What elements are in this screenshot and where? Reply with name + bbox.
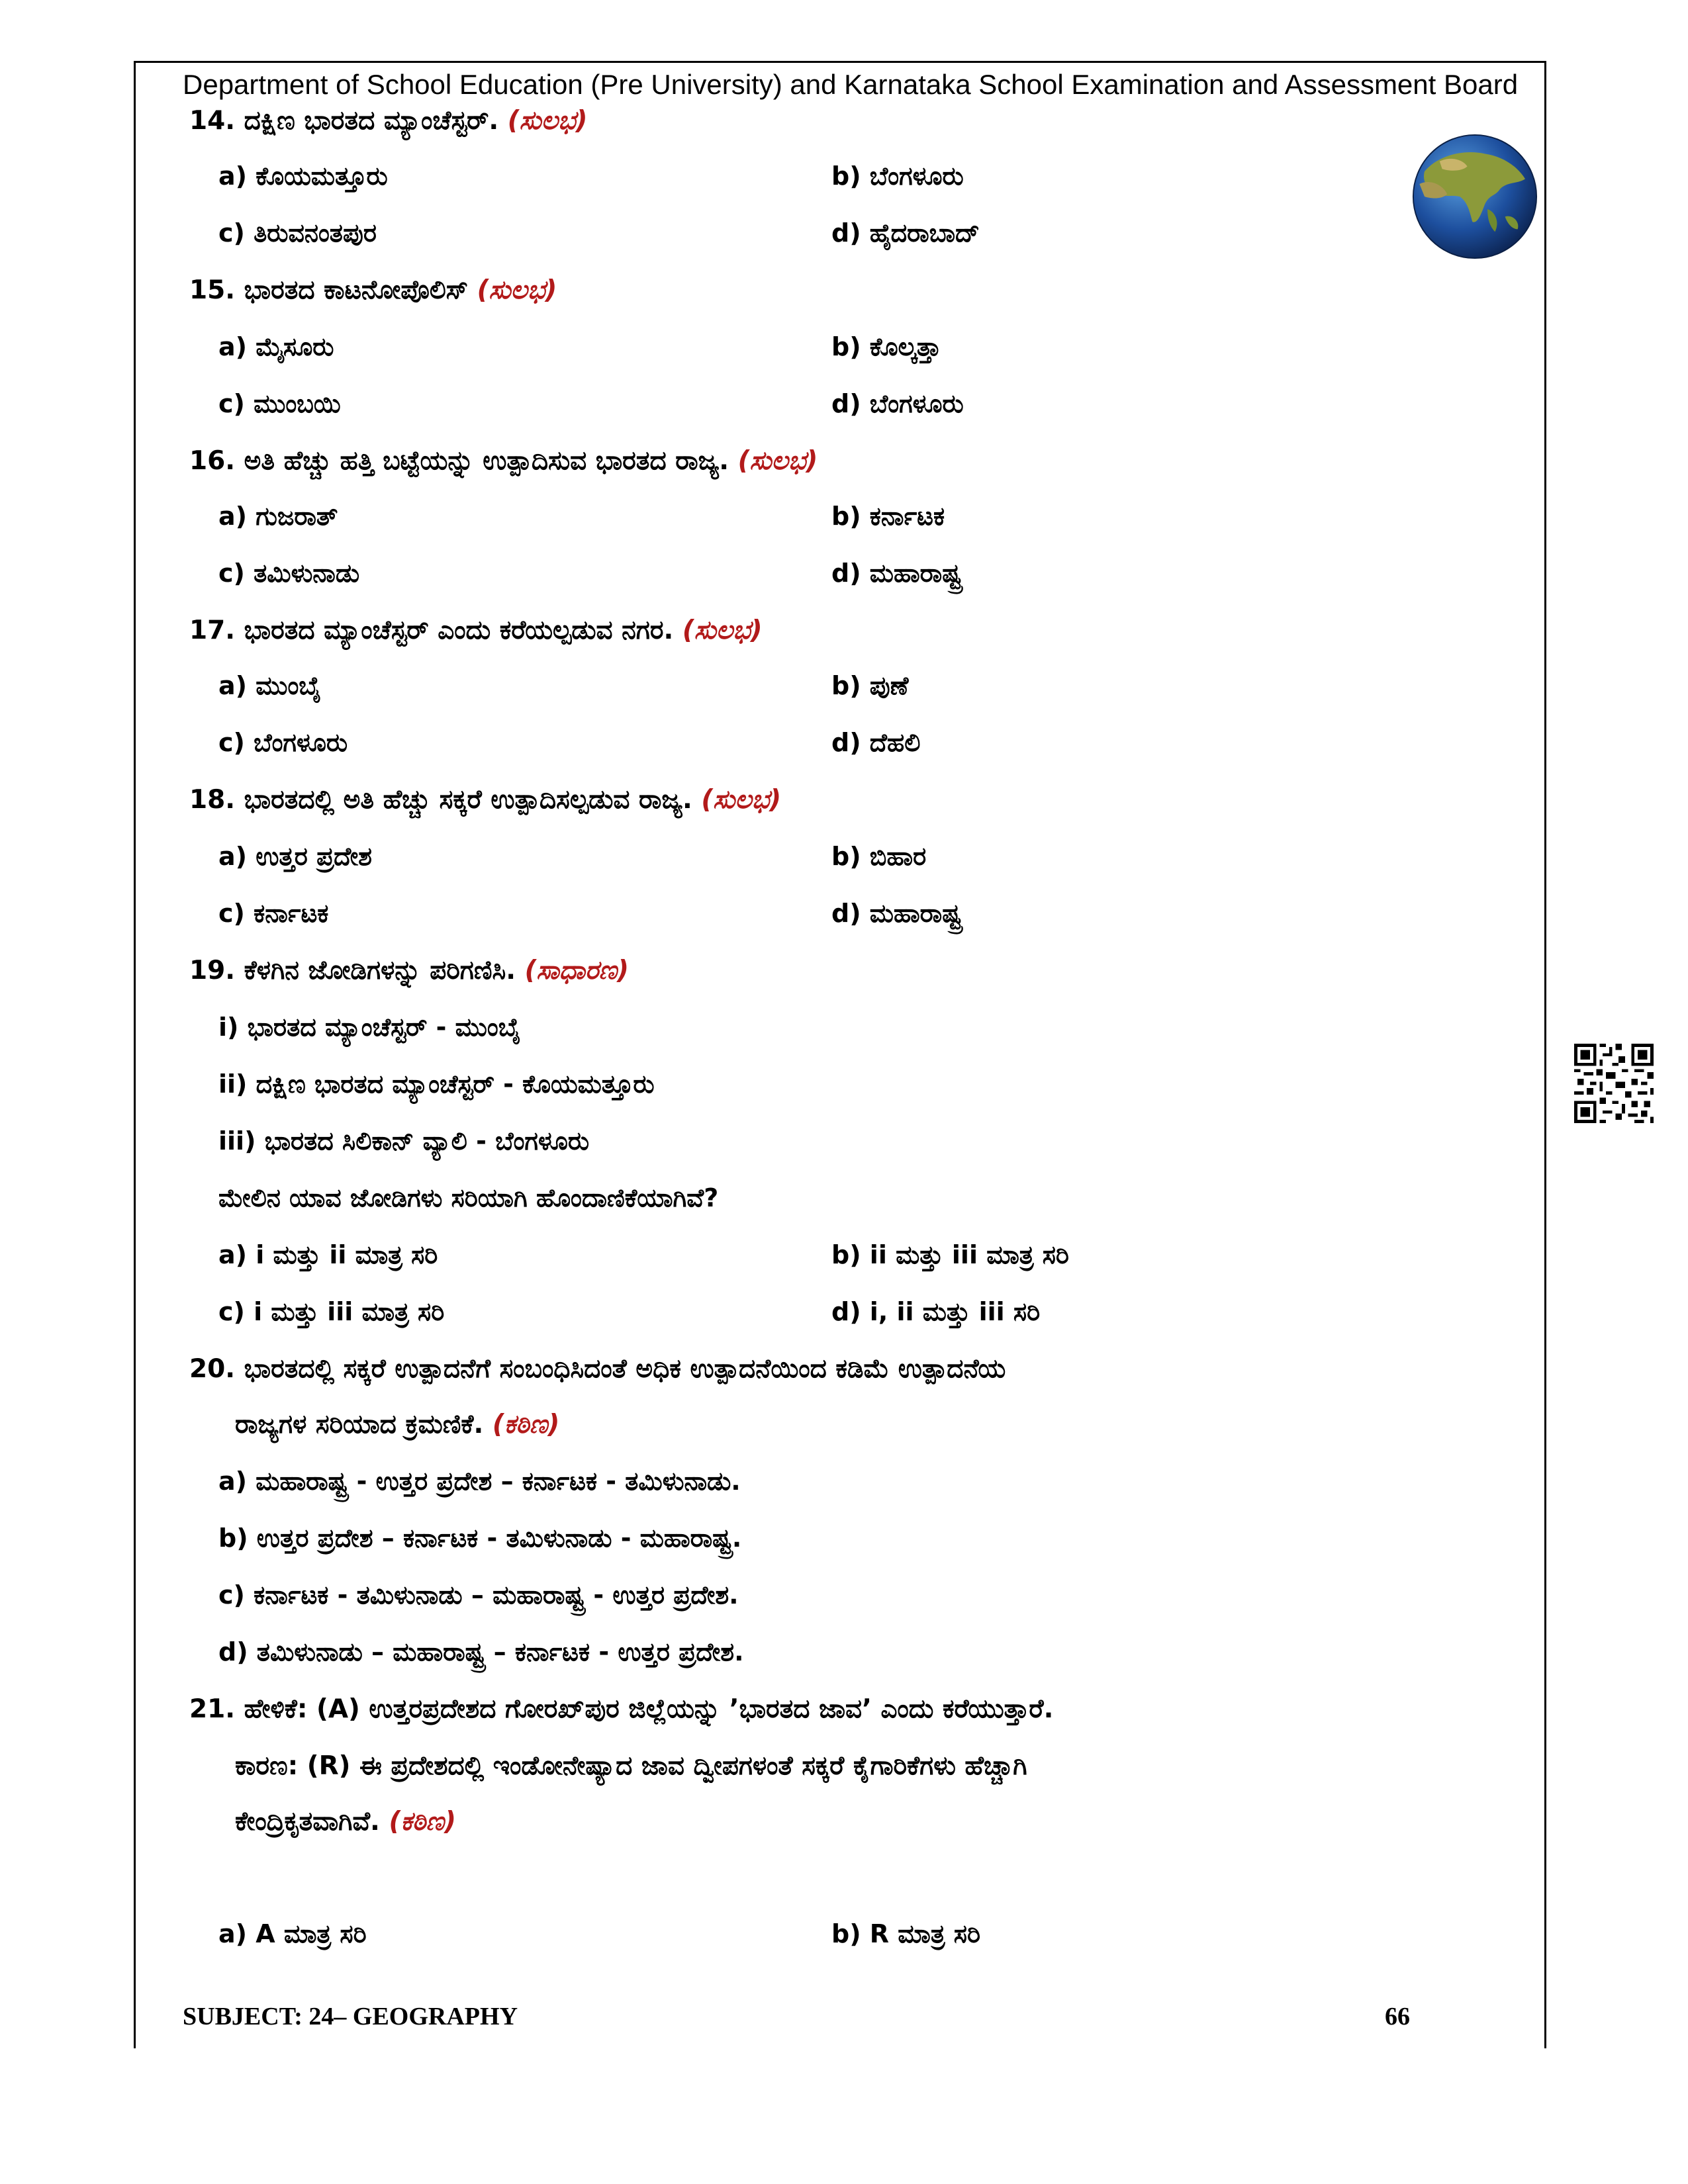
q15-option-a: a) ಮೈಸೂರು [218,332,334,361]
question-15: 15. ಭಾರತದ ಕಾಟನೋಪೊಲಿಸ್ (ಸುಲಭ) [189,275,557,305]
question-14: 14. ದಕ್ಷಿಣ ಭಾರತದ ಮ್ಯಾಂಚೆಸ್ಟರ್. (ಸುಲಭ) [189,106,588,136]
q20-option-a: a) ಮಹಾರಾಷ್ಟ್ರ - ಉತ್ತರ ಪ್ರದೇಶ – ಕರ್ನಾಟಕ - ತಮಿಳುನಾಡು. [218,1467,741,1496]
footer-subject: SUBJECT: 24– GEOGRAPHY [183,2003,518,2030]
q16-option-c: c) ತಮಿಳುನಾಡು [218,559,360,588]
question-20-line-1: 20. ಭಾರತದಲ್ಲಿ ಸಕ್ಕರೆ ಉತ್ಪಾದನೆಗೆ ಸಂಬಂಧಿಸಿದಂತೆ ಅಧಿಕ ಉತ್ಪಾದನೆಯಿಂದ ಕಡಿಮೆ ಉತ್ಪಾದನೆಯ [189,1354,1006,1384]
qr-code-icon [1574,1044,1654,1123]
q17-option-c: c) ಬೆಂಗಳೂರು [218,728,348,757]
q19-pair-iii: iii) ಭಾರತದ ಸಿಲಿಕಾನ್ ವ್ಯಾಲಿ - ಬೆಂಗಳೂರು [218,1126,590,1156]
question-16: 16. ಅತಿ ಹೆಚ್ಚು ಹತ್ತಿ ಬಟ್ಟೆಯನ್ನು ಉತ್ಪಾದಿಸುವ ಭಾರತದ ರಾಜ್ಯ. (ಸುಲಭ) [189,446,818,476]
q17-option-b: b) ಪುಣೆ [831,671,909,700]
q18-option-d: d) ಮಹಾರಾಷ್ಟ್ರ [831,899,962,928]
q16-option-a: a) ಗುಜರಾತ್ [218,502,338,531]
globe-icon [1412,134,1538,259]
q14-option-b: b) ಬೆಂಗಳೂರು [831,161,964,191]
q21-option-a: a) A ಮಾತ್ರ ಸರಿ [218,1919,367,1948]
page-header: Department of School Education (Pre University) and Karnataka School Examination and Assessment Board [183,69,1519,100]
q15-option-d: d) ಬೆಂಗಳೂರು [831,389,964,418]
q15-option-c: c) ಮುಂಬಯಿ [218,389,341,418]
q20-option-c: c) ಕರ್ನಾಟಕ - ತಮಿಳುನಾಡು – ಮಹಾರಾಷ್ಟ್ರ - ಉತ್ತರ ಪ್ರದೇಶ. [218,1580,739,1610]
q19-option-c: c) i ಮತ್ತು iii ಮಾತ್ರ ಸರಿ [218,1297,445,1326]
q14-option-a: a) ಕೊಯಮತ್ತೂರು [218,161,388,191]
q18-option-a: a) ಉತ್ತರ ಪ್ರದೇಶ [218,842,372,871]
question-20-line-2: ರಾಜ್ಯಗಳ ಸರಿಯಾದ ಕ್ರಮಣಿಕೆ. (ಕಠಿಣ) [235,1410,560,1439]
question-19: 19. ಕೆಳಗಿನ ಜೋಡಿಗಳನ್ನು ಪರಿಗಣಿಸಿ. (ಸಾಧಾರಣ) [189,956,629,985]
q17-option-d: d) ದೆಹಲಿ [831,728,921,757]
q16-option-b: b) ಕರ್ನಾಟಕ [831,502,945,531]
q19-option-a: a) i ಮತ್ತು ii ಮಾತ್ರ ಸರಿ [218,1240,438,1269]
q19-pair-ii: ii) ದಕ್ಷಿಣ ಭಾರತದ ಮ್ಯಾಂಚೆಸ್ಟರ್ - ಕೊಯಮತ್ತೂರು [218,1069,655,1099]
q20-option-d: d) ತಮಿಳುನಾಡು – ಮಹಾರಾಷ್ಟ್ರ – ಕರ್ನಾಟಕ - ಉತ್ತರ ಪ್ರದೇಶ. [218,1637,744,1666]
question-17: 17. ಭಾರತದ ಮ್ಯಾಂಚೆಸ್ಟರ್ ಎಂದು ಕರೆಯಲ್ಪಡುವ ನಗರ. (ಸುಲಭ) [189,615,763,645]
q19-pair-i: i) ಭಾರತದ ಮ್ಯಾಂಚೆಸ್ಟರ್ - ಮುಂಬೈ [218,1013,521,1042]
q19-option-d: d) i, ii ಮತ್ತು iii ಸರಿ [831,1297,1041,1326]
q19-option-b: b) ii ಮತ್ತು iii ಮಾತ್ರ ಸರಿ [831,1240,1069,1269]
q15-option-b: b) ಕೊಲ್ಕತ್ತಾ [831,332,941,361]
q14-option-c: c) ತಿರುವನಂತಪುರ [218,218,377,248]
q21-option-b: b) R ಮಾತ್ರ ಸರಿ [831,1919,981,1948]
question-21-reason-cont: ಕೇಂದ್ರಿಕೃತವಾಗಿವೆ. (ಕಠಿಣ) [235,1807,456,1837]
q19-prompt: ಮೇಲಿನ ಯಾವ ಜೋಡಿಗಳು ಸರಿಯಾಗಿ ಹೊಂದಾಣಿಕೆಯಾಗಿವೆ? [218,1183,719,1212]
q14-option-d: d) ಹೈದರಾಬಾದ್ [831,218,980,248]
q18-option-c: c) ಕರ್ನಾಟಕ [218,899,329,928]
footer-page-number: 66 [1385,2003,1410,2030]
question-18: 18. ಭಾರತದಲ್ಲಿ ಅತಿ ಹೆಚ್ಚು ಸಕ್ಕರೆ ಉತ್ಪಾದಿಸಲ್ಪಡುವ ರಾಜ್ಯ. (ಸುಲಭ) [189,785,782,815]
question-21-statement: 21. ಹೇಳಿಕೆ: (A) ಉತ್ತರಪ್ರದೇಶದ ಗೋರಖ್‌ಪುರ ಜಿಲ್ಲೆಯನ್ನು ’ಭಾರತದ ಜಾವ’ ಎಂದು ಕರೆಯುತ್ತಾರೆ. [189,1694,1054,1724]
question-21-reason: ಕಾರಣ: (R) ಈ ಪ್ರದೇಶದಲ್ಲಿ ಇಂಡೋನೇಷ್ಯಾದ ಜಾವ ದ್ವೀಪಗಳಂತೆ ಸಕ್ಕರೆ ಕೈಗಾರಿಕೆಗಳು ಹೆಚ್ಚಾಗಿ [235,1751,1027,1781]
q17-option-a: a) ಮುಂಬೈ [218,671,322,700]
q18-option-b: b) ಬಿಹಾರ [831,842,927,871]
q16-option-d: d) ಮಹಾರಾಷ್ಟ್ರ [831,559,962,588]
q20-option-b: b) ಉತ್ತರ ಪ್ರದೇಶ – ಕರ್ನಾಟಕ - ತಮಿಳುನಾಡು - ಮಹಾರಾಷ್ಟ್ರ. [218,1524,742,1553]
